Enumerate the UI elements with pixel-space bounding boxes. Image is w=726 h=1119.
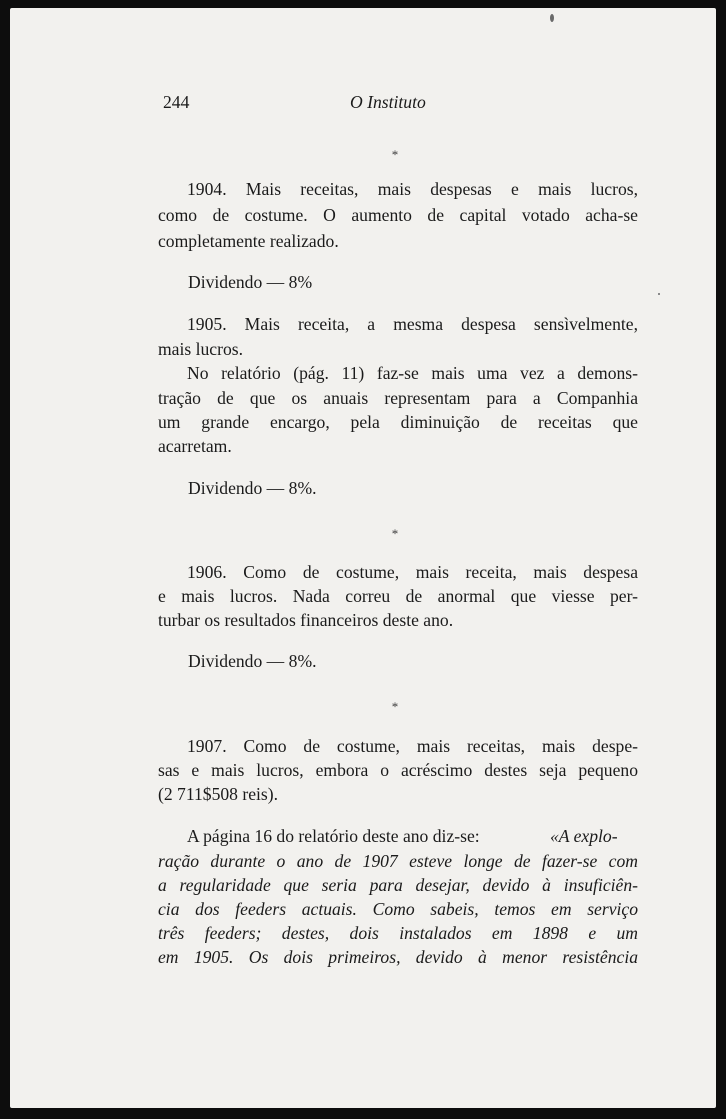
running-title: O Instituto <box>350 92 426 112</box>
paragraph-1904-line-2: como de costume. O aumento de capital votado acha-se <box>158 205 638 225</box>
paragraph-1905-line-4: tração de que os anuais representam para a Companhia <box>158 388 638 408</box>
dividend-1904: Dividendo — 8% <box>188 272 313 292</box>
quote-line-5: três feeders; destes, dois instalados em 1898 e um <box>158 923 638 943</box>
paragraph-1905-line-6: acarretam. <box>158 436 232 456</box>
paragraph-1906-line-3: turbar os resultados financeiros deste ano. <box>158 610 454 630</box>
page-number: 244 <box>163 92 190 112</box>
quote-line-6: em 1905. Os dois primeiros, devido à menor resistência <box>158 947 638 967</box>
dividend-1906: Dividendo — 8%. <box>188 651 317 671</box>
scan-speck <box>550 14 554 22</box>
paragraph-1907-line-1: 1907. Como de costume, mais receitas, mais despe- <box>187 736 638 756</box>
paragraph-1904-line-3: completamente realizado. <box>158 231 339 251</box>
section-separator: * <box>391 147 399 162</box>
quote-line-4: cia dos feeders actuais. Como sabeis, temos em serviço <box>158 899 638 919</box>
paragraph-1906-line-2: e mais lucros. Nada correu de anormal que viesse per- <box>158 586 638 606</box>
paragraph-1905-line-3: No relatório (pág. 11) faz-se mais uma vez a demons- <box>187 363 638 383</box>
book-page <box>10 8 716 1108</box>
quote-line-3: a regularidade que seria para desejar, devido à insuficiên- <box>158 875 638 895</box>
section-separator: * <box>391 526 399 541</box>
scan-speck <box>658 293 660 295</box>
paragraph-1906-line-1: 1906. Como de costume, mais receita, mais despesa <box>187 562 638 582</box>
quote-line-1: «A explo- <box>550 826 618 846</box>
paragraph-1905-line-1: 1905. Mais receita, a mesma despesa sensìvelmente, <box>187 314 638 334</box>
dividend-1905: Dividendo — 8%. <box>188 478 317 498</box>
quote-line-2: ração durante o ano de 1907 esteve longe de fazer-se com <box>158 851 638 871</box>
paragraph-1905-line-2: mais lucros. <box>158 339 244 359</box>
paragraph-1907-line-3: (2 711$508 reis). <box>158 784 279 804</box>
paragraph-1904-line-1: 1904. Mais receitas, mais despesas e mais lucros, <box>187 179 638 199</box>
section-separator: * <box>391 699 399 714</box>
paragraph-1907-line-2: sas e mais lucros, embora o acréscimo destes seja pequeno <box>158 760 638 780</box>
quote-intro: A página 16 do relatório deste ano diz-se: <box>187 826 480 846</box>
paragraph-1905-line-5: um grande encargo, pela diminuição de receitas que <box>158 412 638 432</box>
